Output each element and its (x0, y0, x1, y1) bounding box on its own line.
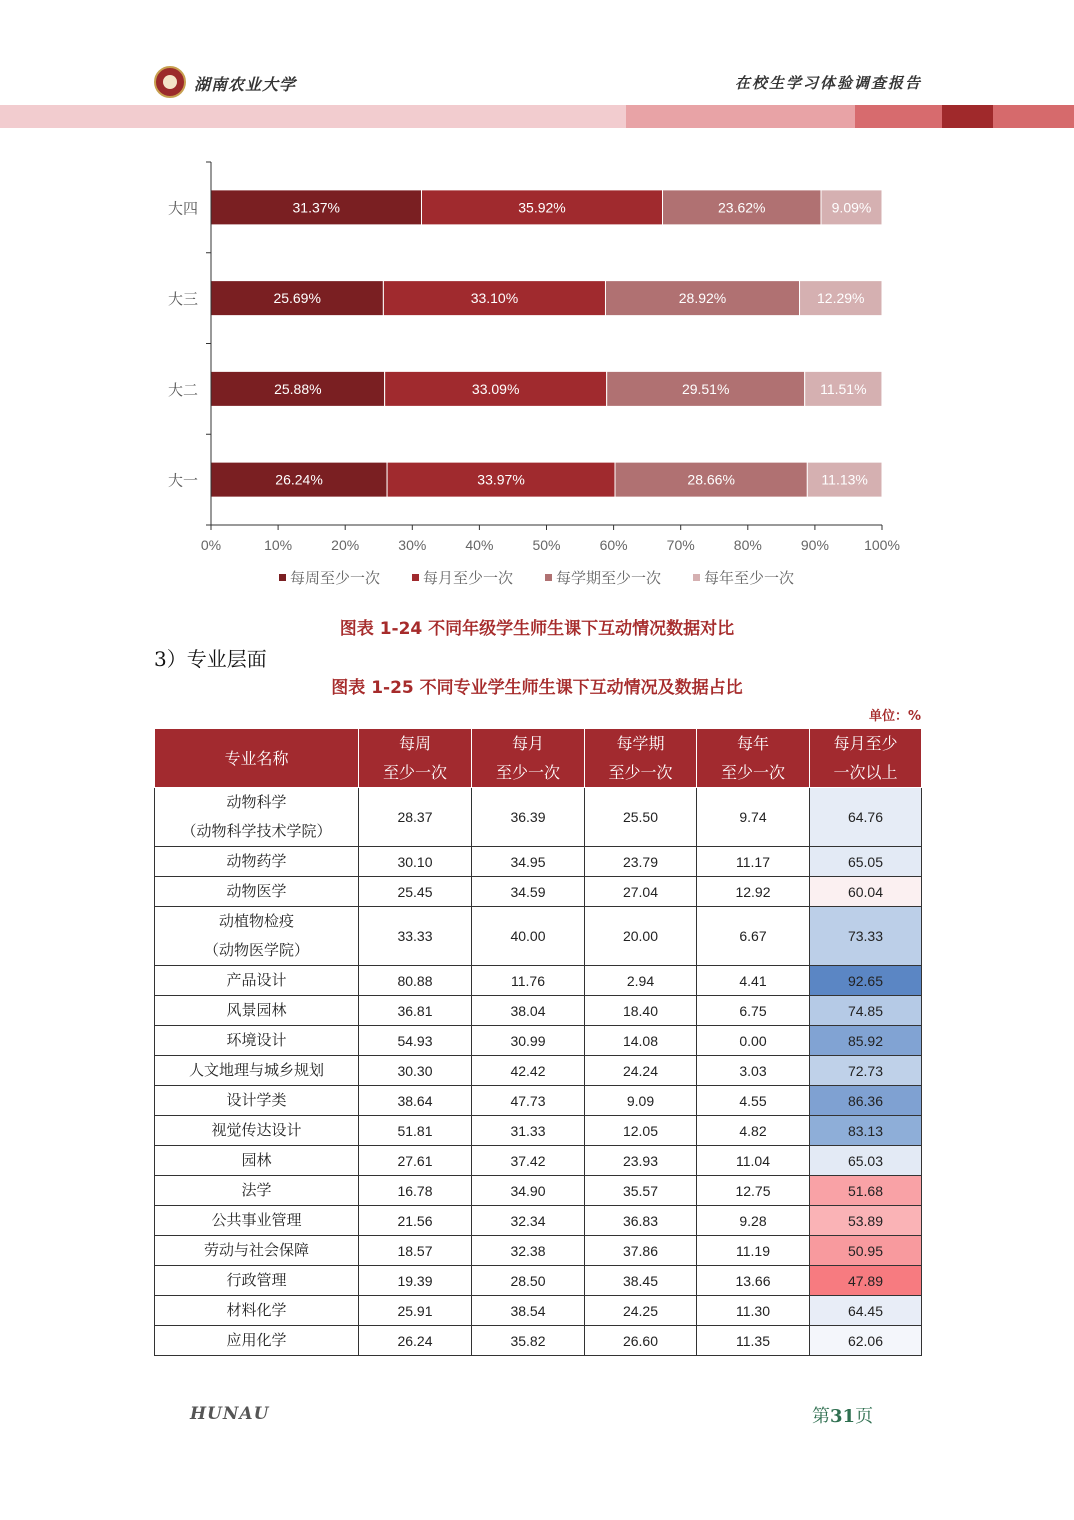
value-cell: 9.74 (697, 788, 810, 847)
value-cell: 4.41 (697, 966, 810, 996)
major-name-cell (155, 1026, 359, 1056)
major-name: 环境设计 (226, 1031, 287, 1049)
value-cell: 13.66 (697, 1266, 810, 1296)
table-row (155, 907, 922, 966)
table-header-row (155, 729, 922, 788)
table-row (155, 1206, 922, 1236)
value-cell: 4.82 (697, 1116, 810, 1146)
major-name-cell (155, 1086, 359, 1116)
table-row (155, 1116, 922, 1146)
bar-data-label: 25.69% (273, 290, 321, 307)
value-cell: 36.81 (359, 996, 472, 1026)
column-header-line: 每月 (511, 734, 544, 753)
x-tick-label: 30% (398, 537, 427, 553)
report-title: 在校生学习体验调查报告 (734, 74, 922, 92)
value-cell: 26.60 (585, 1326, 697, 1356)
table-row (155, 1086, 922, 1116)
value-cell: 38.54 (472, 1296, 585, 1326)
value-cell: 24.24 (585, 1056, 697, 1086)
category-label: 大四 (167, 199, 198, 218)
x-tick-label: 70% (666, 537, 695, 553)
bar-data-label: 35.92% (518, 199, 566, 216)
major-name-cell (155, 1326, 359, 1356)
monthly-or-more-cell: 86.36 (810, 1086, 922, 1116)
value-cell: 27.04 (585, 877, 697, 907)
value-cell: 32.38 (472, 1236, 585, 1266)
value-cell: 11.04 (697, 1146, 810, 1176)
table-row (155, 996, 922, 1026)
value-cell: 12.05 (585, 1116, 697, 1146)
value-cell: 54.93 (359, 1026, 472, 1056)
major-name: 公共事业管理 (211, 1211, 302, 1229)
column-header-line: 每学期 (616, 734, 665, 753)
bar-data-label: 33.10% (470, 290, 519, 307)
table-row (155, 1026, 922, 1056)
major-name-cell (155, 1176, 359, 1206)
value-cell: 47.73 (472, 1086, 585, 1116)
column-header-line: 一次以上 (833, 763, 898, 782)
value-cell: 35.82 (472, 1326, 585, 1356)
value-cell: 31.33 (472, 1116, 585, 1146)
major-name: 行政管理 (226, 1271, 287, 1289)
monthly-or-more-cell: 65.03 (810, 1146, 922, 1176)
value-cell: 4.55 (697, 1086, 810, 1116)
monthly-or-more-cell: 62.06 (810, 1326, 922, 1356)
major-name: 应用化学 (226, 1331, 287, 1349)
monthly-or-more-cell: 47.89 (810, 1266, 922, 1296)
page-prefix: 第 (812, 1406, 830, 1427)
value-cell: 14.08 (585, 1026, 697, 1056)
legend-swatch (412, 574, 419, 581)
major-name: 风景园林 (226, 1001, 287, 1019)
value-cell: 19.39 (359, 1266, 472, 1296)
value-cell: 28.37 (359, 788, 472, 847)
monthly-or-more-cell: 85.92 (810, 1026, 922, 1056)
value-cell: 0.00 (697, 1026, 810, 1056)
major-name-cell (155, 877, 359, 907)
major-name: 劳动与社会保障 (203, 1241, 309, 1259)
monthly-or-more-cell: 73.33 (810, 907, 922, 966)
bar-data-label: 23.62% (718, 199, 766, 216)
value-cell: 25.91 (359, 1296, 472, 1326)
major-name: （动物医学院） (203, 941, 309, 959)
value-cell: 51.81 (359, 1116, 472, 1146)
value-cell: 30.99 (472, 1026, 585, 1056)
value-cell: 3.03 (697, 1056, 810, 1086)
bar-data-label: 28.92% (678, 290, 727, 307)
value-cell: 27.61 (359, 1146, 472, 1176)
major-name: 法学 (241, 1181, 272, 1199)
bar-data-label: 33.09% (471, 380, 520, 397)
x-tick-label: 80% (733, 537, 762, 553)
column-header-line: 每年 (736, 734, 769, 753)
value-cell: 34.90 (472, 1176, 585, 1206)
monthly-or-more-cell: 51.68 (810, 1176, 922, 1206)
value-cell: 11.35 (697, 1326, 810, 1356)
major-name: 视觉传达设计 (211, 1121, 302, 1139)
major-name-cell (155, 966, 359, 996)
x-tick-label: 20% (331, 537, 360, 553)
major-name-cell (155, 1266, 359, 1296)
category-label: 大三 (167, 290, 198, 309)
bar-data-label: 31.37% (292, 199, 340, 216)
major-name: 园林 (241, 1151, 272, 1169)
major-name: 设计学类 (226, 1091, 287, 1109)
value-cell: 80.88 (359, 966, 472, 996)
major-name-cell (155, 1296, 359, 1326)
table-row (155, 877, 922, 907)
value-cell: 35.57 (585, 1176, 697, 1206)
table-row (155, 1176, 922, 1206)
column-header (155, 729, 359, 788)
footer-logo: HUNAU (190, 1404, 270, 1424)
major-name-cell (155, 847, 359, 877)
page-suffix: 页 (855, 1406, 874, 1427)
value-cell: 18.57 (359, 1236, 472, 1266)
table-body (155, 788, 922, 1356)
value-cell: 36.83 (585, 1206, 697, 1236)
major-name-cell (155, 788, 359, 847)
column-header (810, 729, 922, 788)
value-cell: 20.00 (585, 907, 697, 966)
x-tick-label: 90% (800, 537, 829, 553)
major-name-cell (155, 1146, 359, 1176)
major-name-cell (155, 1206, 359, 1236)
bar-data-label: 9.09% (831, 199, 872, 216)
header-band-segment (993, 105, 1074, 128)
university-name: 湖南农业大学 (194, 75, 297, 94)
value-cell: 37.42 (472, 1146, 585, 1176)
column-header-line: 至少一次 (382, 763, 447, 782)
bar-data-label: 28.66% (687, 471, 735, 488)
monthly-or-more-cell: 92.65 (810, 966, 922, 996)
value-cell: 26.24 (359, 1326, 472, 1356)
table-row (155, 1236, 922, 1266)
value-cell: 38.64 (359, 1086, 472, 1116)
value-cell: 33.33 (359, 907, 472, 966)
bar-data-label: 11.13% (821, 471, 868, 488)
table-row (155, 1296, 922, 1326)
table-row (155, 1146, 922, 1176)
value-cell: 6.75 (697, 996, 810, 1026)
x-tick-label: 40% (465, 537, 494, 553)
legend-swatch (279, 574, 286, 581)
value-cell: 38.04 (472, 996, 585, 1026)
value-cell: 34.59 (472, 877, 585, 907)
value-cell: 30.30 (359, 1056, 472, 1086)
table-row (155, 1266, 922, 1296)
value-cell: 34.95 (472, 847, 585, 877)
bar-data-label: 33.97% (477, 471, 525, 488)
section-heading: 3）专业层面 (154, 647, 267, 671)
value-cell: 37.86 (585, 1236, 697, 1266)
value-cell: 11.30 (697, 1296, 810, 1326)
major-name: 动物医学 (226, 882, 287, 900)
column-header (359, 729, 472, 788)
page-header (0, 0, 1074, 130)
grade-interaction-stacked-bar-chart (150, 150, 930, 610)
chart-caption: 图表 1-24 不同年级学生师生课下互动情况数据对比 (339, 619, 735, 639)
table-row (155, 788, 922, 847)
monthly-or-more-cell: 50.95 (810, 1236, 922, 1266)
column-header-line: 至少一次 (495, 763, 560, 782)
value-cell: 24.25 (585, 1296, 697, 1326)
unit-label: 单位：% (868, 709, 921, 724)
value-cell: 6.67 (697, 907, 810, 966)
value-cell: 23.93 (585, 1146, 697, 1176)
bar-data-label: 25.88% (274, 380, 322, 397)
page-number-value: 31 (830, 1406, 856, 1427)
value-cell: 12.75 (697, 1176, 810, 1206)
table-row (155, 1326, 922, 1356)
bar-data-label: 12.29% (817, 290, 865, 307)
monthly-or-more-cell: 64.45 (810, 1296, 922, 1326)
major-name: （动物科学技术学院） (181, 822, 332, 840)
value-cell: 11.76 (472, 966, 585, 996)
bar-data-label: 26.24% (275, 471, 323, 488)
category-label: 大二 (167, 380, 198, 399)
value-cell: 32.34 (472, 1206, 585, 1236)
value-cell: 25.45 (359, 877, 472, 907)
table-row (155, 966, 922, 996)
x-tick-label: 0% (200, 537, 222, 553)
value-cell: 36.39 (472, 788, 585, 847)
value-cell: 16.78 (359, 1176, 472, 1206)
legend-swatch (693, 574, 700, 581)
column-header-line: 每月至少 (833, 734, 898, 753)
monthly-or-more-cell: 53.89 (810, 1206, 922, 1236)
value-cell: 2.94 (585, 966, 697, 996)
major-name: 材料化学 (226, 1301, 287, 1319)
column-header-line: 至少一次 (608, 763, 673, 782)
legend-swatch (545, 574, 552, 581)
value-cell: 30.10 (359, 847, 472, 877)
x-tick-label: 60% (599, 537, 628, 553)
bar-data-label: 29.51% (681, 380, 730, 397)
major-name-cell (155, 1056, 359, 1086)
value-cell: 38.45 (585, 1266, 697, 1296)
value-cell: 9.28 (697, 1206, 810, 1236)
x-tick-label: 10% (264, 537, 293, 553)
value-cell: 23.79 (585, 847, 697, 877)
major-name-cell (155, 1236, 359, 1266)
major-name: 人文地理与城乡规划 (188, 1061, 324, 1079)
column-header (472, 729, 585, 788)
category-label: 大一 (167, 471, 198, 490)
monthly-or-more-cell: 83.13 (810, 1116, 922, 1146)
legend-label: 每学期至少一次 (556, 569, 662, 587)
legend-label: 每周至少一次 (290, 569, 381, 587)
column-header-line: 至少一次 (720, 763, 785, 782)
table-caption: 图表 1-25 不同专业学生师生课下互动情况及数据占比 (331, 678, 743, 698)
value-cell: 40.00 (472, 907, 585, 966)
header-band-segment (626, 105, 855, 128)
x-tick-label: 50% (532, 537, 561, 553)
major-name: 动物药学 (226, 852, 287, 870)
legend-label: 每月至少一次 (423, 569, 514, 587)
header-band-segment (0, 105, 626, 128)
column-header-line: 每周 (398, 734, 431, 753)
major-interaction-table (154, 728, 922, 1356)
legend-label: 每年至少一次 (704, 569, 795, 587)
x-tick-label: 100% (864, 537, 900, 553)
table-row (155, 1056, 922, 1086)
value-cell: 11.19 (697, 1236, 810, 1266)
university-seal-icon (154, 66, 186, 98)
value-cell: 11.17 (697, 847, 810, 877)
value-cell: 28.50 (472, 1266, 585, 1296)
column-header-line: 专业名称 (224, 748, 289, 768)
header-band-segment (942, 105, 993, 128)
major-name-cell (155, 1116, 359, 1146)
value-cell: 21.56 (359, 1206, 472, 1236)
monthly-or-more-cell: 65.05 (810, 847, 922, 877)
value-cell: 18.40 (585, 996, 697, 1026)
monthly-or-more-cell: 74.85 (810, 996, 922, 1026)
column-header (585, 729, 697, 788)
monthly-or-more-cell: 72.73 (810, 1056, 922, 1086)
column-header (697, 729, 810, 788)
bar-data-label: 11.51% (820, 380, 867, 397)
major-name: 动物科学 (226, 793, 287, 811)
major-name-cell (155, 996, 359, 1026)
major-name: 动植物检疫 (218, 912, 294, 930)
value-cell: 12.92 (697, 877, 810, 907)
monthly-or-more-cell: 60.04 (810, 877, 922, 907)
major-name: 产品设计 (226, 971, 287, 989)
page-number (812, 1402, 873, 1428)
value-cell: 9.09 (585, 1086, 697, 1116)
major-name-cell (155, 907, 359, 966)
value-cell: 25.50 (585, 788, 697, 847)
header-band-segment (855, 105, 942, 128)
value-cell: 42.42 (472, 1056, 585, 1086)
monthly-or-more-cell: 64.76 (810, 788, 922, 847)
table-row (155, 847, 922, 877)
